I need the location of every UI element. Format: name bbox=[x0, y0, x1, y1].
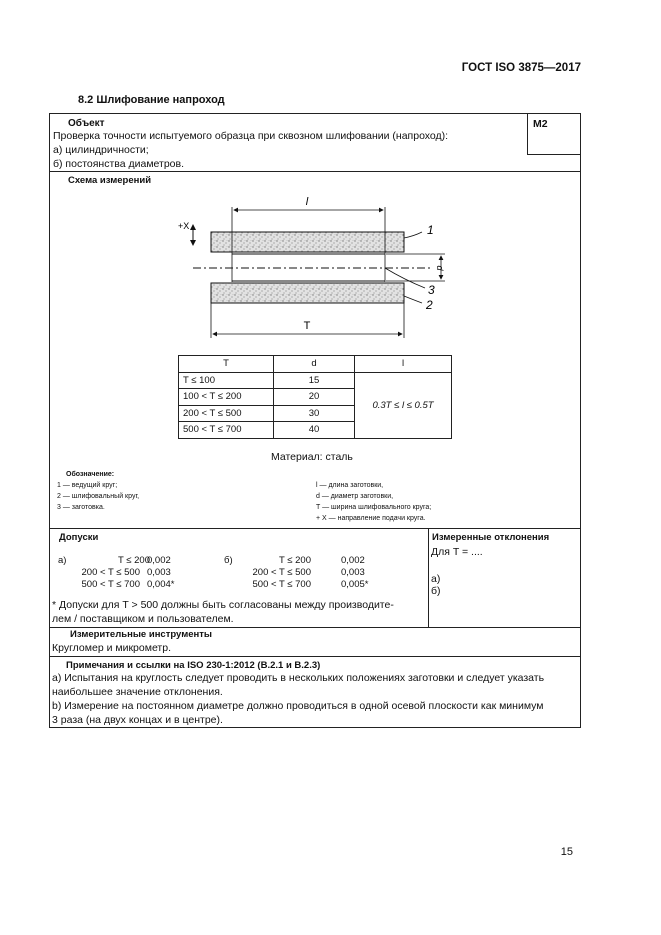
label-l: l bbox=[305, 196, 309, 208]
legend-right-3: T — ширина шлифовального круга; bbox=[316, 504, 432, 511]
tolerance-b-value: 0,003 bbox=[341, 567, 365, 578]
size-t-cell: T ≤ 100 bbox=[179, 372, 274, 389]
size-l-cell: 0.3T ≤ l ≤ 0.5T bbox=[355, 372, 452, 438]
size-header-t: T bbox=[179, 356, 274, 373]
section-title: 8.2 Шлифование напроход bbox=[78, 94, 225, 106]
size-d-cell: 30 bbox=[274, 405, 355, 422]
measured-b: б) bbox=[431, 585, 441, 597]
tolerance-a-value: 0,004* bbox=[147, 579, 175, 590]
note-a-line-2: наибольшее значение отклонения. bbox=[52, 686, 223, 698]
label-t: T bbox=[303, 320, 311, 332]
tolerance-block bbox=[49, 528, 581, 628]
tolerance-b-value: 0,005* bbox=[341, 579, 369, 590]
regulating-wheel bbox=[211, 232, 404, 252]
tolerance-b-value: 0,002 bbox=[341, 555, 365, 566]
tolerance-a-range: T ≤ 200 bbox=[118, 555, 150, 566]
tolerance-note-line-1: * Допуски для T > 500 должны быть согласованы между производите- bbox=[52, 599, 394, 611]
size-d-cell: 15 bbox=[274, 372, 355, 389]
tolerance-b-range: 500 < T ≤ 700 bbox=[252, 579, 311, 590]
legend-right-2: d — диаметр заготовки, bbox=[316, 493, 394, 500]
size-header-d: d bbox=[274, 356, 355, 373]
legend-left-1: 1 — ведущий круг; bbox=[57, 482, 118, 489]
size-header-l: l bbox=[355, 356, 452, 373]
instruments-heading: Измерительные инструменты bbox=[70, 629, 213, 640]
tolerance-a-label: а) bbox=[58, 555, 67, 566]
instruments-text: Кругломер и микрометр. bbox=[52, 642, 172, 654]
tolerance-note-line-2: лем / поставщиком и пользователем. bbox=[52, 613, 234, 625]
tolerance-b-range: T ≤ 200 bbox=[279, 555, 311, 566]
size-t-cell: 500 < T ≤ 700 bbox=[179, 422, 274, 439]
legend-left-2: 2 — шлифовальный круг, bbox=[57, 493, 140, 500]
legend-right-4: + X — направление подачи круга. bbox=[316, 515, 426, 522]
legend-right-1: l — длина заготовки, bbox=[316, 482, 384, 489]
measured-heading: Измеренные отклонения bbox=[432, 532, 550, 543]
tolerance-b-range: 200 < T ≤ 500 bbox=[252, 567, 311, 578]
tolerance-b-label: б) bbox=[224, 555, 233, 566]
material-text: Материал: сталь bbox=[271, 451, 353, 463]
legend-left-3: 3 — заготовка. bbox=[57, 504, 105, 511]
object-line-3: б) постоянства диаметров. bbox=[53, 158, 185, 170]
size-t-cell: 100 < T ≤ 200 bbox=[179, 389, 274, 406]
note-b-line-2: 3 раза (на двух концах и в центре). bbox=[52, 714, 223, 726]
object-line-1: Проверка точности испытуемого образца при сквозном шлифовании (напроход): bbox=[53, 130, 449, 142]
leader-2 bbox=[404, 296, 422, 303]
label-3: 3 bbox=[428, 283, 435, 297]
tolerance-a-range: 500 < T ≤ 700 bbox=[81, 579, 140, 590]
object-heading: Объект bbox=[68, 118, 105, 129]
size-table bbox=[178, 355, 452, 439]
note-a-line-1: а) Испытания на круглость следует проводить в нескольких положениях заготовки и следует указать bbox=[52, 672, 545, 684]
grinding-wheel bbox=[211, 283, 404, 303]
tolerance-a-range: 200 < T ≤ 500 bbox=[81, 567, 140, 578]
measured-a: а) bbox=[431, 573, 441, 585]
standard-header: ГОСТ ISO 3875—2017 bbox=[461, 62, 581, 74]
size-t-cell: 200 < T ≤ 500 bbox=[179, 405, 274, 422]
object-line-2: а) цилиндричности; bbox=[53, 144, 149, 156]
note-b-line-1: b) Измерение на постоянном диаметре должно проводиться в одной осевой плоскости как минимум bbox=[52, 700, 544, 712]
tolerance-a-value: 0,003 bbox=[147, 567, 171, 578]
leader-1 bbox=[404, 232, 422, 238]
measured-for-t: Для T = .... bbox=[431, 546, 483, 558]
label-1: 1 bbox=[427, 223, 434, 237]
tolerances-heading: Допуски bbox=[59, 532, 99, 543]
tolerance-divider bbox=[428, 529, 429, 627]
instruments-block bbox=[49, 627, 581, 657]
legend-title: Обозначение: bbox=[66, 471, 115, 478]
size-d-cell: 40 bbox=[274, 422, 355, 439]
tolerance-a-value: 0,002 bbox=[147, 555, 171, 566]
notes-block bbox=[49, 656, 581, 728]
size-d-cell: 20 bbox=[274, 389, 355, 406]
object-code: М2 bbox=[533, 118, 548, 130]
label-d: d bbox=[435, 265, 445, 271]
scheme-heading: Схема измерений bbox=[68, 175, 152, 186]
label-2: 2 bbox=[426, 298, 433, 312]
measurement-diagram bbox=[0, 0, 661, 350]
page-number: 15 bbox=[560, 846, 573, 858]
label-plusx: +X bbox=[178, 221, 190, 231]
notes-heading: Примечания и ссылки на ISO 230-1:2012 (В.2.1 и В.2.3) bbox=[66, 660, 321, 671]
